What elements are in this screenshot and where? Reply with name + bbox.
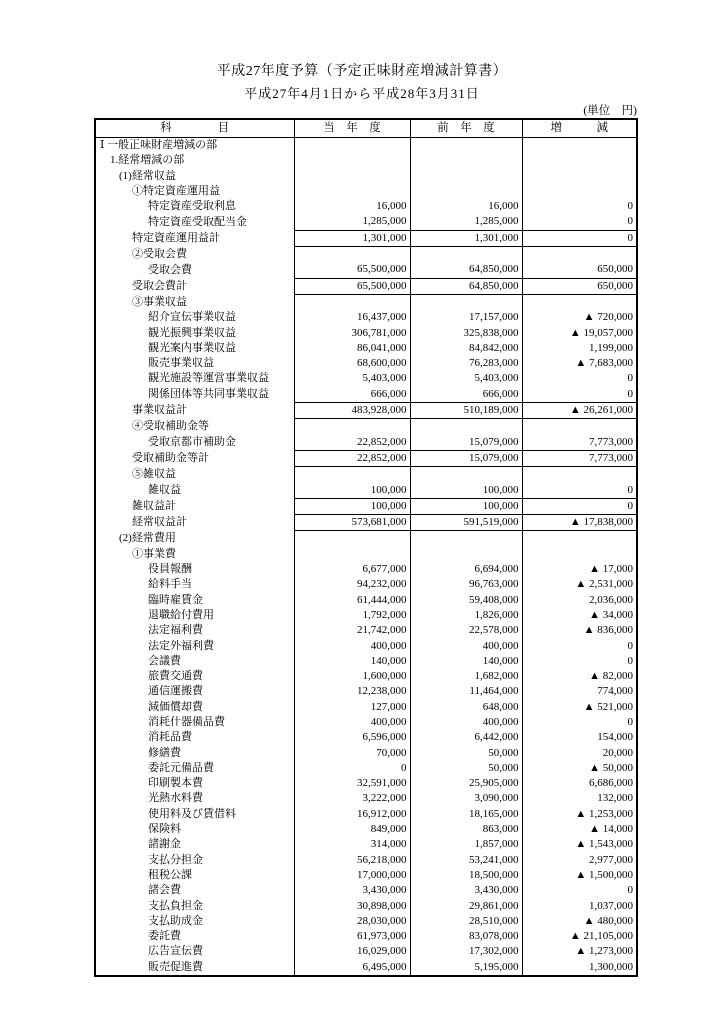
current-year-cell: 849,000 <box>294 822 410 837</box>
current-year-cell: 65,500,000 <box>294 262 410 278</box>
previous-year-cell: 76,283,000 <box>410 356 522 371</box>
previous-year-cell: 1,826,000 <box>410 608 522 623</box>
previous-year-cell: 140,000 <box>410 654 522 669</box>
change-cell: ▲ 17,000 <box>522 562 637 577</box>
change-cell: 650,000 <box>522 262 637 278</box>
change-cell: ▲ 720,000 <box>522 310 637 325</box>
table-row <box>95 807 637 822</box>
change-cell: 132,000 <box>522 791 637 806</box>
item-label-cell: ⑤雑収益 <box>95 467 294 483</box>
table-row <box>95 138 637 154</box>
current-year-cell: 16,000 <box>294 199 410 214</box>
table-row <box>95 199 637 214</box>
current-year-cell: 483,928,000 <box>294 403 410 419</box>
table-row <box>95 593 637 608</box>
current-year-cell: 22,852,000 <box>294 435 410 451</box>
table-row <box>95 247 637 263</box>
current-year-cell: 306,781,000 <box>294 326 410 341</box>
previous-year-cell: 1,301,000 <box>410 230 522 246</box>
previous-year-cell: 648,000 <box>410 700 522 715</box>
item-label-cell: 委託元備品費 <box>95 761 294 776</box>
table-row <box>95 498 637 514</box>
unit-note: (単位 円) <box>583 105 637 117</box>
change-cell: 0 <box>522 387 637 403</box>
table-row <box>95 914 637 929</box>
change-cell: ▲ 17,838,000 <box>522 515 637 531</box>
change-cell <box>522 169 637 184</box>
current-year-cell: 12,238,000 <box>294 684 410 699</box>
table-row <box>95 669 637 684</box>
previous-year-cell: 6,442,000 <box>410 730 522 745</box>
previous-year-cell: 11,464,000 <box>410 684 522 699</box>
document-period: 平成27年4月1日から平成28年3月31日 <box>244 86 480 101</box>
item-label-cell: (1)経常収益 <box>95 169 294 184</box>
table-row <box>95 531 637 547</box>
item-label-cell: 退職給付費用 <box>95 608 294 623</box>
change-cell: 0 <box>522 371 637 386</box>
item-label-cell: 特定資産受取配当金 <box>95 214 294 230</box>
item-label-cell: ④受取補助金等 <box>95 419 294 435</box>
current-year-cell: 1,600,000 <box>294 669 410 684</box>
previous-year-cell: 15,079,000 <box>410 435 522 451</box>
table-row <box>95 326 637 341</box>
current-year-cell: 61,973,000 <box>294 929 410 944</box>
table-row <box>95 730 637 745</box>
item-label-cell: 販売事業収益 <box>95 356 294 371</box>
change-cell: 154,000 <box>522 730 637 745</box>
table-row <box>95 230 637 246</box>
change-cell: ▲ 2,531,000 <box>522 577 637 592</box>
table-row <box>95 450 637 466</box>
column-header-current-year: 当 年 度 <box>294 119 410 138</box>
previous-year-cell: 400,000 <box>410 715 522 730</box>
item-label-cell: 支払負担金 <box>95 899 294 914</box>
item-label-cell: Ⅰ 一般正味財産増減の部 <box>95 138 294 154</box>
table-row <box>95 356 637 371</box>
previous-year-cell: 18,165,000 <box>410 807 522 822</box>
current-year-cell: 28,030,000 <box>294 914 410 929</box>
previous-year-cell: 59,408,000 <box>410 593 522 608</box>
table-row <box>95 761 637 776</box>
current-year-cell: 70,000 <box>294 746 410 761</box>
change-cell: ▲ 50,000 <box>522 761 637 776</box>
table-row <box>95 868 637 883</box>
table-row <box>95 715 637 730</box>
current-year-cell <box>294 169 410 184</box>
change-cell: ▲ 7,683,000 <box>522 356 637 371</box>
item-label-cell: 受取京都市補助金 <box>95 435 294 451</box>
item-label-cell: 経常収益計 <box>95 515 294 531</box>
table-row <box>95 899 637 914</box>
table-row <box>95 776 637 791</box>
table-row <box>95 654 637 669</box>
table-row <box>95 623 637 638</box>
previous-year-cell: 591,519,000 <box>410 515 522 531</box>
change-cell: 0 <box>522 214 637 230</box>
previous-year-cell: 3,090,000 <box>410 791 522 806</box>
change-cell: 20,000 <box>522 746 637 761</box>
item-label-cell: 諸謝金 <box>95 837 294 852</box>
previous-year-cell: 28,510,000 <box>410 914 522 929</box>
table-row <box>95 608 637 623</box>
previous-year-cell: 50,000 <box>410 761 522 776</box>
change-cell: ▲ 1,253,000 <box>522 807 637 822</box>
current-year-cell: 3,430,000 <box>294 883 410 898</box>
current-year-cell: 1,792,000 <box>294 608 410 623</box>
change-cell <box>522 467 637 483</box>
change-cell: 0 <box>522 199 637 214</box>
item-label-cell: 支払助成金 <box>95 914 294 929</box>
change-cell: ▲ 836,000 <box>522 623 637 638</box>
previous-year-cell: 64,850,000 <box>410 278 522 294</box>
item-label-cell: 消耗什器備品費 <box>95 715 294 730</box>
current-year-cell: 16,912,000 <box>294 807 410 822</box>
change-cell: 2,036,000 <box>522 593 637 608</box>
previous-year-cell: 1,857,000 <box>410 837 522 852</box>
current-year-cell: 3,222,000 <box>294 791 410 806</box>
item-label-cell: 旅費交通費 <box>95 669 294 684</box>
table-row <box>95 746 637 761</box>
item-label-cell: 観光振興事業収益 <box>95 326 294 341</box>
previous-year-cell: 16,000 <box>410 199 522 214</box>
table-row <box>95 684 637 699</box>
change-cell <box>522 153 637 168</box>
table-row <box>95 169 637 184</box>
current-year-cell: 17,000,000 <box>294 868 410 883</box>
item-label-cell: 広告宣伝費 <box>95 944 294 959</box>
item-label-cell: ③事業収益 <box>95 294 294 310</box>
item-label-cell: 受取会費 <box>95 262 294 278</box>
table-row <box>95 387 637 403</box>
change-cell <box>522 184 637 199</box>
change-cell: 1,300,000 <box>522 960 637 976</box>
change-cell: 774,000 <box>522 684 637 699</box>
current-year-cell: 666,000 <box>294 387 410 403</box>
table-row <box>95 184 637 199</box>
change-cell: ▲ 521,000 <box>522 700 637 715</box>
current-year-cell: 314,000 <box>294 837 410 852</box>
change-cell: ▲ 21,105,000 <box>522 929 637 944</box>
current-year-cell: 6,495,000 <box>294 960 410 976</box>
change-cell: 0 <box>522 230 637 246</box>
item-label-cell: 法定外福利費 <box>95 639 294 654</box>
previous-year-cell: 17,157,000 <box>410 310 522 325</box>
item-label-cell: ①事業費 <box>95 547 294 562</box>
change-cell: 0 <box>522 654 637 669</box>
previous-year-cell <box>410 184 522 199</box>
column-header-item: 科 目 <box>95 119 294 138</box>
table-row <box>95 960 637 976</box>
previous-year-cell <box>410 153 522 168</box>
previous-year-cell <box>410 138 522 154</box>
item-label-cell: 諸会費 <box>95 883 294 898</box>
item-label-cell: 支払分担金 <box>95 853 294 868</box>
item-label-cell: 光熱水料費 <box>95 791 294 806</box>
change-cell: ▲ 1,543,000 <box>522 837 637 852</box>
table-row <box>95 153 637 168</box>
previous-year-cell: 1,285,000 <box>410 214 522 230</box>
current-year-cell: 400,000 <box>294 715 410 730</box>
change-cell: ▲ 14,000 <box>522 822 637 837</box>
previous-year-cell: 17,302,000 <box>410 944 522 959</box>
change-cell: 7,773,000 <box>522 450 637 466</box>
item-label-cell: 減価償却費 <box>95 700 294 715</box>
table-row <box>95 341 637 356</box>
table-row <box>95 294 637 310</box>
current-year-cell: 0 <box>294 761 410 776</box>
previous-year-cell <box>410 247 522 263</box>
current-year-cell <box>294 547 410 562</box>
current-year-cell: 16,029,000 <box>294 944 410 959</box>
previous-year-cell <box>410 169 522 184</box>
table-row <box>95 435 637 451</box>
previous-year-cell: 666,000 <box>410 387 522 403</box>
item-label-cell: 雑収益計 <box>95 498 294 514</box>
budget-table <box>94 118 638 977</box>
table-body <box>95 138 637 977</box>
item-label-cell: 保険料 <box>95 822 294 837</box>
table-row <box>95 262 637 278</box>
previous-year-cell: 84,842,000 <box>410 341 522 356</box>
table-row <box>95 700 637 715</box>
current-year-cell: 22,852,000 <box>294 450 410 466</box>
table-row <box>95 547 637 562</box>
table-row <box>95 929 637 944</box>
change-cell: 2,977,000 <box>522 853 637 868</box>
change-cell <box>522 419 637 435</box>
current-year-cell: 573,681,000 <box>294 515 410 531</box>
change-cell: 650,000 <box>522 278 637 294</box>
change-cell: 0 <box>522 498 637 514</box>
previous-year-cell: 1,682,000 <box>410 669 522 684</box>
item-label-cell: 1.経常増減の部 <box>95 153 294 168</box>
table-row <box>95 419 637 435</box>
item-label-cell: 受取補助金等計 <box>95 450 294 466</box>
table-row <box>95 467 637 483</box>
change-cell: 6,686,000 <box>522 776 637 791</box>
item-label-cell: 法定福利費 <box>95 623 294 638</box>
current-year-cell <box>294 138 410 154</box>
change-cell: 0 <box>522 483 637 499</box>
table-row <box>95 310 637 325</box>
previous-year-cell: 5,403,000 <box>410 371 522 386</box>
current-year-cell <box>294 419 410 435</box>
previous-year-cell: 863,000 <box>410 822 522 837</box>
item-label-cell: 特定資産運用益計 <box>95 230 294 246</box>
change-cell <box>522 547 637 562</box>
change-cell: ▲ 1,500,000 <box>522 868 637 883</box>
item-label-cell: 観光案内事業収益 <box>95 341 294 356</box>
item-label-cell: 会議費 <box>95 654 294 669</box>
current-year-cell: 1,285,000 <box>294 214 410 230</box>
current-year-cell: 32,591,000 <box>294 776 410 791</box>
table-row <box>95 853 637 868</box>
current-year-cell: 140,000 <box>294 654 410 669</box>
table-row <box>95 403 637 419</box>
table-row <box>95 577 637 592</box>
table-row <box>95 822 637 837</box>
current-year-cell: 6,596,000 <box>294 730 410 745</box>
item-label-cell: 通信運搬費 <box>95 684 294 699</box>
change-cell: ▲ 26,261,000 <box>522 403 637 419</box>
table-row <box>95 515 637 531</box>
previous-year-cell: 50,000 <box>410 746 522 761</box>
current-year-cell: 94,232,000 <box>294 577 410 592</box>
previous-year-cell: 510,189,000 <box>410 403 522 419</box>
previous-year-cell: 96,763,000 <box>410 577 522 592</box>
previous-year-cell: 6,694,000 <box>410 562 522 577</box>
previous-year-cell: 5,195,000 <box>410 960 522 976</box>
column-header-change: 増 減 <box>522 119 637 138</box>
change-cell: 1,199,000 <box>522 341 637 356</box>
table-row <box>95 371 637 386</box>
item-label-cell: 印刷製本費 <box>95 776 294 791</box>
change-cell: 7,773,000 <box>522 435 637 451</box>
change-cell <box>522 247 637 263</box>
item-label-cell: 租税公課 <box>95 868 294 883</box>
change-cell <box>522 138 637 154</box>
previous-year-cell: 325,838,000 <box>410 326 522 341</box>
previous-year-cell: 100,000 <box>410 483 522 499</box>
previous-year-cell <box>410 531 522 547</box>
current-year-cell: 16,437,000 <box>294 310 410 325</box>
current-year-cell: 30,898,000 <box>294 899 410 914</box>
previous-year-cell: 100,000 <box>410 498 522 514</box>
item-label-cell: 観光施設等運営事業収益 <box>95 371 294 386</box>
previous-year-cell <box>410 547 522 562</box>
item-label-cell: 役員報酬 <box>95 562 294 577</box>
table-row <box>95 483 637 499</box>
table-row <box>95 883 637 898</box>
current-year-cell: 86,041,000 <box>294 341 410 356</box>
previous-year-cell: 22,578,000 <box>410 623 522 638</box>
previous-year-cell: 3,430,000 <box>410 883 522 898</box>
item-label-cell: 委託費 <box>95 929 294 944</box>
current-year-cell: 6,677,000 <box>294 562 410 577</box>
table-row <box>95 791 637 806</box>
previous-year-cell: 83,078,000 <box>410 929 522 944</box>
item-label-cell: 関係団体等共同事業収益 <box>95 387 294 403</box>
current-year-cell <box>294 247 410 263</box>
previous-year-cell: 15,079,000 <box>410 450 522 466</box>
change-cell: ▲ 82,000 <box>522 669 637 684</box>
item-label-cell: 給料手当 <box>95 577 294 592</box>
item-label-cell: (2)経常費用 <box>95 531 294 547</box>
previous-year-cell: 25,905,000 <box>410 776 522 791</box>
table-row <box>95 944 637 959</box>
previous-year-cell: 53,241,000 <box>410 853 522 868</box>
current-year-cell: 65,500,000 <box>294 278 410 294</box>
current-year-cell <box>294 531 410 547</box>
previous-year-cell: 400,000 <box>410 639 522 654</box>
table-row <box>95 837 637 852</box>
table-header-row <box>95 119 637 138</box>
table-row <box>95 562 637 577</box>
item-label-cell: 雑収益 <box>95 483 294 499</box>
change-cell: ▲ 34,000 <box>522 608 637 623</box>
current-year-cell: 100,000 <box>294 498 410 514</box>
current-year-cell: 127,000 <box>294 700 410 715</box>
document-title: 平成27年度予算（予定正味財産増減計算書） <box>216 64 508 79</box>
previous-year-cell <box>410 294 522 310</box>
current-year-cell <box>294 467 410 483</box>
current-year-cell: 56,218,000 <box>294 853 410 868</box>
current-year-cell <box>294 294 410 310</box>
previous-year-cell: 18,500,000 <box>410 868 522 883</box>
table-row <box>95 278 637 294</box>
change-cell: 0 <box>522 639 637 654</box>
item-label-cell: ②受取会費 <box>95 247 294 263</box>
item-label-cell: 消耗品費 <box>95 730 294 745</box>
item-label-cell: 使用料及び賃借料 <box>95 807 294 822</box>
current-year-cell: 100,000 <box>294 483 410 499</box>
current-year-cell: 5,403,000 <box>294 371 410 386</box>
item-label-cell: 修繕費 <box>95 746 294 761</box>
item-label-cell: 臨時雇賃金 <box>95 593 294 608</box>
item-label-cell: ①特定資産運用益 <box>95 184 294 199</box>
previous-year-cell: 64,850,000 <box>410 262 522 278</box>
table-row <box>95 639 637 654</box>
previous-year-cell <box>410 419 522 435</box>
item-label-cell: 事業収益計 <box>95 403 294 419</box>
change-cell: 0 <box>522 715 637 730</box>
current-year-cell: 21,742,000 <box>294 623 410 638</box>
item-label-cell: 受取会費計 <box>95 278 294 294</box>
current-year-cell: 400,000 <box>294 639 410 654</box>
change-cell: 1,037,000 <box>522 899 637 914</box>
item-label-cell: 紹介宣伝事業収益 <box>95 310 294 325</box>
current-year-cell <box>294 153 410 168</box>
change-cell: 0 <box>522 883 637 898</box>
current-year-cell: 1,301,000 <box>294 230 410 246</box>
change-cell: ▲ 480,000 <box>522 914 637 929</box>
change-cell <box>522 294 637 310</box>
previous-year-cell <box>410 467 522 483</box>
current-year-cell: 68,600,000 <box>294 356 410 371</box>
change-cell: ▲ 19,057,000 <box>522 326 637 341</box>
previous-year-cell: 29,861,000 <box>410 899 522 914</box>
change-cell <box>522 531 637 547</box>
item-label-cell: 特定資産受取利息 <box>95 199 294 214</box>
current-year-cell <box>294 184 410 199</box>
item-label-cell: 販売促進費 <box>95 960 294 976</box>
table-row <box>95 214 637 230</box>
change-cell: ▲ 1,273,000 <box>522 944 637 959</box>
column-header-previous-year: 前 年 度 <box>410 119 522 138</box>
current-year-cell: 61,444,000 <box>294 593 410 608</box>
